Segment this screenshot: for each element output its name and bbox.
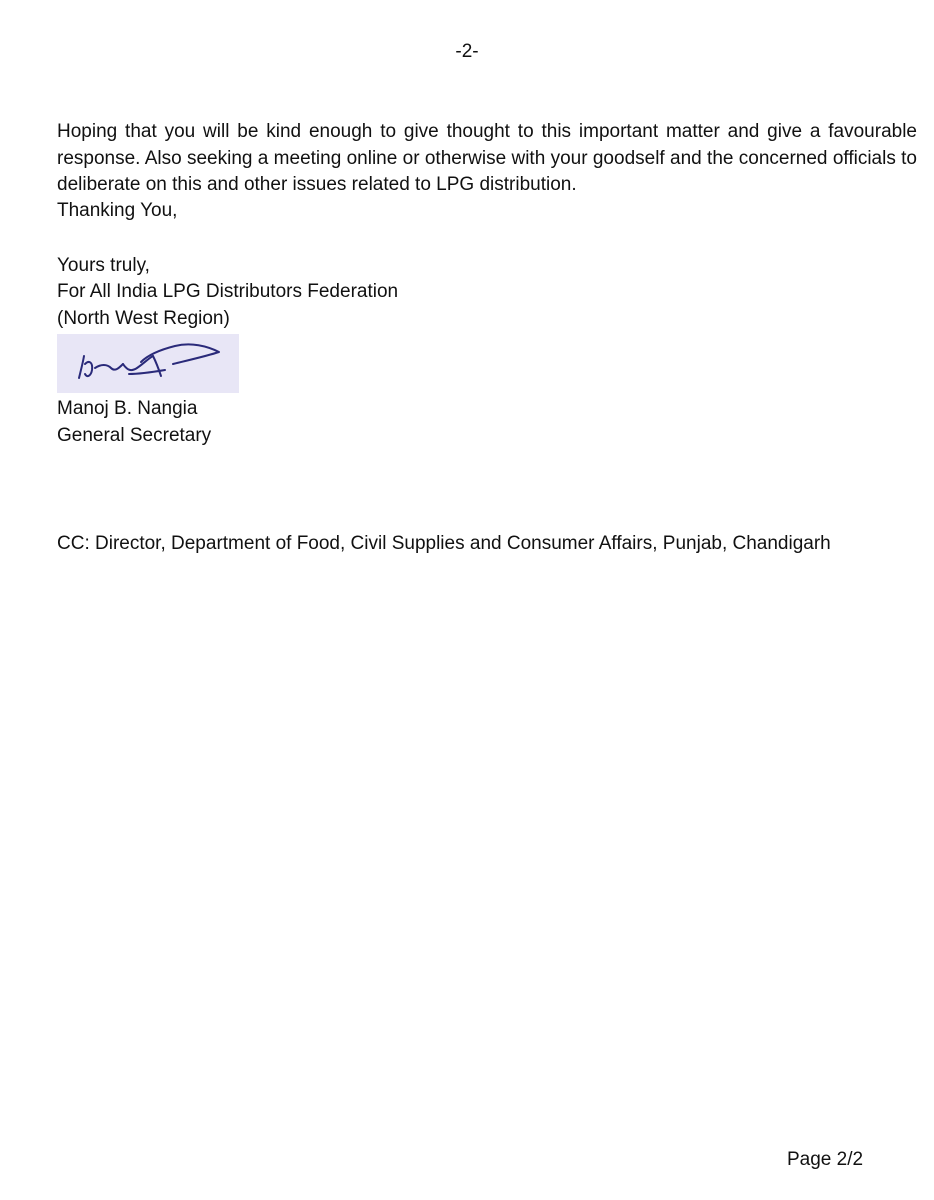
signature-icon <box>57 334 239 393</box>
thanking-line: Thanking You, <box>57 200 178 221</box>
closing-salutation: Yours truly, <box>57 255 150 276</box>
signer-name: Manoj B. Nangia <box>57 398 198 419</box>
signature-image <box>57 334 239 393</box>
page-marker: -2- <box>455 41 479 62</box>
signer-title: General Secretary <box>57 425 212 446</box>
cc-line: CC: Director, Department of Food, Civil Supplies and Consumer Affairs, Punjab, Chandigarh <box>57 533 831 554</box>
letter-body-paragraph: Hoping that you will be kind enough to give thought to this important matter and give a favourable response. Also seeking a meeting online or otherwise with your goodself and the concerned officials to deliberate on this and other issues related to LPG distribution. <box>57 121 917 195</box>
page-number-footer: Page 2/2 <box>787 1149 864 1170</box>
organization-region: (North West Region) <box>57 308 230 329</box>
organization-name: For All India LPG Distributors Federation <box>57 281 399 302</box>
